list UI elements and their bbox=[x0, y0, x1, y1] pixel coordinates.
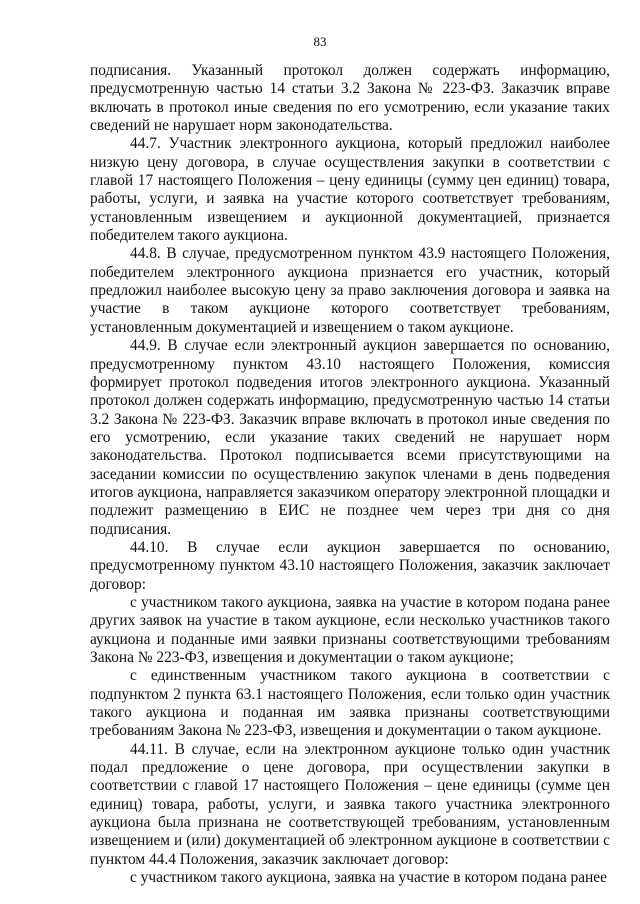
page-number: 83 bbox=[313, 34, 327, 49]
paragraph-44-7: 44.7. Участник электронного аукциона, который предложил наиболее низкую цену договора, в случае осуществления закупки в соответствии с главой 17 настоящего Положения – цену единицы (сумму цен единиц) товара, работы, услуги, и заявка на участие которого соответствует требованиям, установленным извещением и аукционной документацией, признается победителем такого аукциона. bbox=[90, 135, 610, 245]
paragraph-44-10: 44.10. В случае если аукцион завершается по основанию, предусмотренному пунктом 43.10 настоящего Положения, заказчик заключает договор: bbox=[90, 538, 610, 593]
paragraph-44-10-item-2: с единственным участником такого аукциона в соответствии с подпунктом 2 пункта 63.1 настоящего Положения, если только один участник такого аукциона и поданная им заявка признаны соответствующими требованиям Закона № 223-ФЗ, извещения и документации о таком аукционе. bbox=[90, 667, 610, 740]
paragraph-44-9: 44.9. В случае если электронный аукцион завершается по основанию, предусмотренному пунктом 43.10 настоящего Положения, комиссия формирует протокол подведения итогов электронного аукциона. Указанный протокол должен содержать информацию, предусмотренную частью 14 статьи 3.2 Закона № 223-ФЗ. Заказчик вправе включать в протокол иные сведения по его усмотрению, если указание таких сведений не нарушает норм законодательства. Протокол подписывается всеми присутствующими на заседании комиссии по осуществлению закупок членами в день подведения итогов аукциона, направляется заказчиком оператору электронной площадки и подлежит размещению в ЕИС не позднее чем через три дня со дня подписания. bbox=[90, 337, 610, 538]
paragraph-continuation: подписания. Указанный протокол должен содержать информацию, предусмотренную частью 14 статьи 3.2 Закона № 223-ФЗ. Заказчик вправе включать в протокол иные сведения по его усмотрению, если указание таких сведений не нарушает норм законодательства. bbox=[90, 62, 610, 135]
paragraph-44-11: 44.11. В случае, если на электронном аукционе только один участник подал предложение о цене договора, при осуществлении закупки в соответствии с главой 17 настоящего Положения – цене единицы (сумме цен единиц) товара, работы, услуги, и заявка такого участника электронного аукциона была признана не соответствующей требованиям, установленным извещением и (или) документацией об электронном аукционе в соответствии с пунктом 44.4 Положения, заказчик заключает договор: bbox=[90, 740, 610, 868]
document-body bbox=[90, 62, 610, 887]
paragraph-44-10-item-1: с участником такого аукциона, заявка на участие в котором подана ранее других заявок на участие в таком аукционе, если несколько участников такого аукциона и поданные ими заявки признаны соответствующими требованиям Закона № 223-ФЗ, извещения и документации о таком аукционе; bbox=[90, 593, 610, 666]
paragraph-44-11-item-1: с участником такого аукциона, заявка на участие в котором подана ранее bbox=[130, 869, 607, 887]
paragraph-44-8: 44.8. В случае, предусмотренном пунктом 43.9 настоящего Положения, победителем электронного аукциона признается его участник, который предложил наиболее высокую цену за право заключения договора и заявка на участие в таком аукционе которого соответствует требованиям, установленным документацией и извещением о таком аукционе. bbox=[90, 245, 610, 336]
